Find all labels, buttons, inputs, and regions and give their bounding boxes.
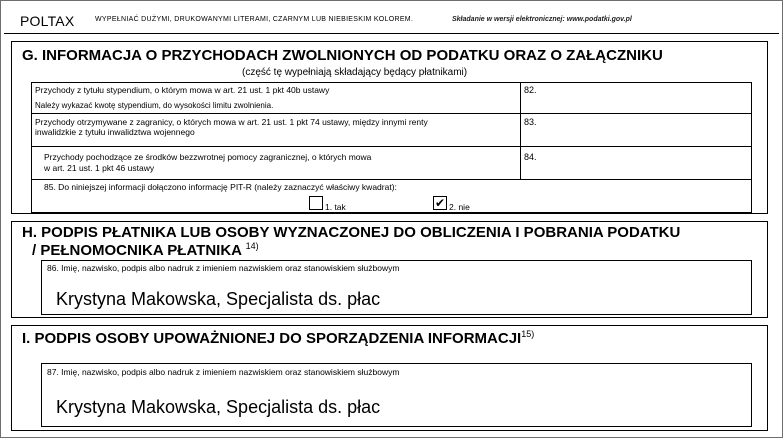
section-i [11, 325, 768, 431]
section-h [11, 221, 768, 318]
section-h-footnote: 14) [245, 241, 259, 251]
field-86[interactable] [41, 260, 752, 315]
row-83-label: Przychody otrzymywane z zagranicy, o których mowa w art. 21 ust. 1 pkt 74 ustawy, między innymi renty [35, 117, 428, 127]
brand-label: POLTAX [20, 13, 75, 29]
fill-instruction: WYPEŁNIAĆ DUŻYMI, DRUKOWANYMI LITERAMI, CZARNYM LUB NIEBIESKIM KOLOREM. [95, 16, 414, 23]
section-g-title: G. INFORMACJA O PRZYCHODACH ZWOLNIONYCH OD PODATKU ORAZ O ZAŁĄCZNIKU [22, 47, 663, 64]
row-83-label-cell [31, 113, 521, 147]
section-h-title: H. PODPIS PŁATNIKA LUB OSOBY WYZNACZONEJ DO OBLICZENIA I POBRANIA PODATKU [22, 224, 681, 241]
field-86-value: Krystyna Makowska, Specjalista ds. płac [56, 289, 381, 309]
row-84-label-cell [31, 146, 521, 180]
field-84-number: 84. [524, 152, 537, 162]
row-82-label-cell [31, 82, 521, 114]
field-85-label: 85. Do niniejszej informacji dołączono informację PIT-R (należy zaznaczyć właściwy kwadrat): [44, 182, 397, 192]
form-header [0, 0, 783, 34]
option-tak-checkbox[interactable] [309, 196, 323, 210]
field-84[interactable] [520, 146, 752, 180]
row-84-label: Przychody pochodzące ze środków bezzwrotnej pomocy zagranicznej, o których mowa [44, 152, 372, 162]
row-82-label: Przychody z tytułu stypendium, o którym mowa w art. 21 ust. 1 pkt 40b ustawy [35, 85, 330, 95]
field-87[interactable] [41, 363, 752, 427]
field-87-value: Krystyna Makowska, Specjalista ds. płac [56, 397, 381, 417]
header-divider [4, 33, 779, 34]
field-83[interactable] [520, 113, 752, 147]
field-83-number: 83. [524, 117, 537, 127]
row-84-label-cont: w art. 21 ust. 1 pkt 46 ustawy [44, 163, 155, 173]
section-g-subtitle: (część tę wypełniają składający będący płatnikami) [242, 67, 468, 78]
option-tak-label: 1. tak [325, 202, 346, 212]
row-82-note: Należy wykazać kwotę stypendium, do wysokości limitu zwolnienia. [35, 101, 274, 110]
section-h-title-line2: / PEŁNOMOCNIKA PŁATNIKA [32, 242, 242, 259]
option-nie-checkbox[interactable]: ✔ [434, 196, 446, 210]
field-86-label: 86. Imię, nazwisko, podpis albo nadruk z imieniem nazwiskiem oraz stanowiskiem służbowym [47, 263, 400, 273]
field-82-number: 82. [524, 85, 537, 95]
section-i-title-row [22, 329, 534, 347]
section-i-title: I. PODPIS OSOBY UPOWAŻNIONEJ DO SPORZĄDZENIA INFORMACJI [22, 330, 522, 347]
row-83-label-cont: inwalidzkie z tytułu inwalidztwa wojennego [35, 127, 195, 137]
option-nie-label: 2. nie [449, 202, 470, 212]
electronic-submission-note: Składanie w wersji elektronicznej: www.podatki.gov.pl [452, 16, 632, 23]
section-i-footnote: 15) [521, 329, 535, 339]
field-87-label: 87. Imię, nazwisko, podpis albo nadruk z imieniem nazwiskiem oraz stanowiskiem służbowym [47, 367, 400, 377]
field-82[interactable] [520, 82, 752, 114]
section-h-title-cont [32, 241, 259, 259]
field-85 [31, 179, 752, 213]
section-g [11, 41, 768, 214]
